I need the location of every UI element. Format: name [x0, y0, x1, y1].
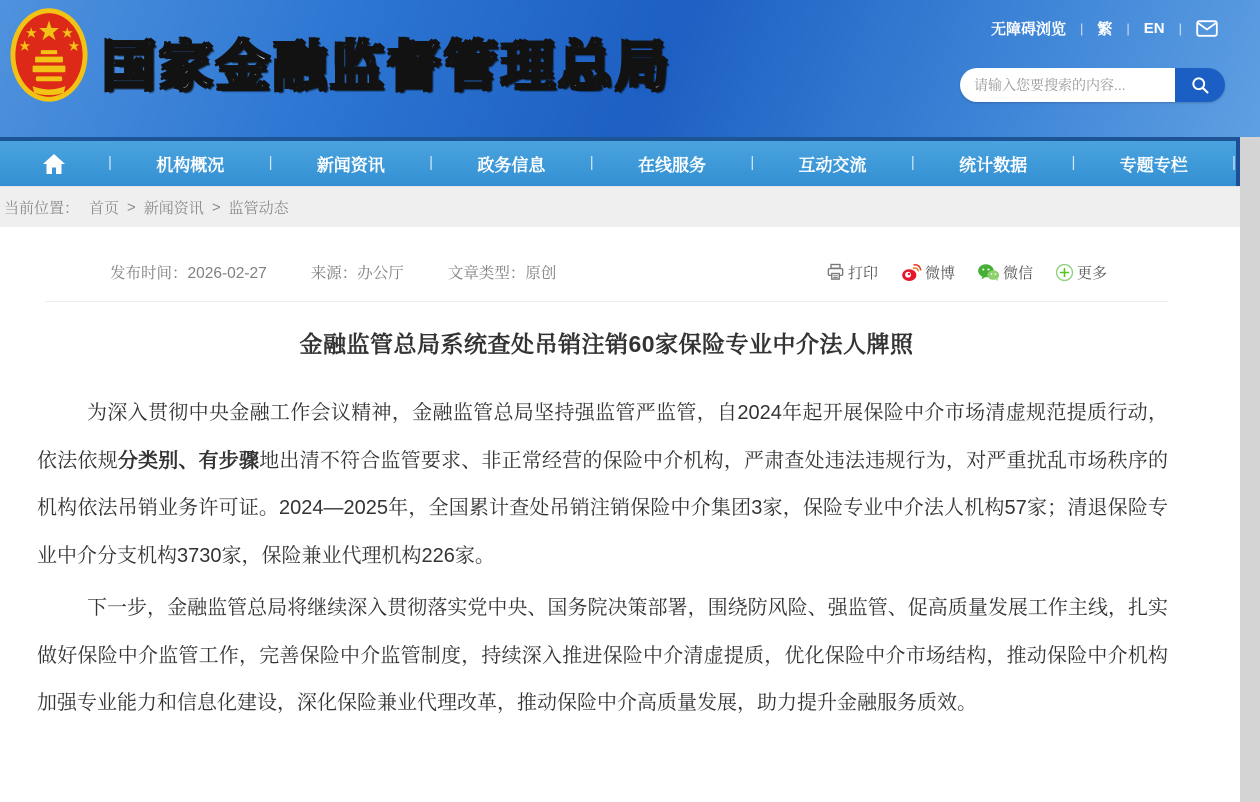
plus-circle-icon: [1055, 263, 1074, 282]
search-bar: [960, 68, 1225, 102]
breadcrumb: [0, 186, 1240, 227]
nav-separator: |: [750, 154, 755, 171]
article-body: [37, 390, 1168, 728]
home-icon: [42, 153, 66, 175]
nav-item-about[interactable]: 机构概况: [156, 156, 225, 175]
weibo-icon: [900, 263, 922, 282]
breadcrumb-label: 当前位置：: [4, 199, 80, 217]
weibo-label: 微博: [924, 264, 955, 282]
topbar-separator: |: [1079, 21, 1084, 36]
traditional-chinese-link[interactable]: 繁: [1097, 21, 1113, 38]
printer-icon: [826, 263, 845, 281]
search-button[interactable]: [1175, 68, 1225, 102]
nav-item-interaction[interactable]: 互动交流: [798, 156, 867, 175]
topbar-links: [991, 18, 1218, 39]
meta-divider: [45, 301, 1168, 302]
topbar-separator: |: [1126, 21, 1130, 36]
article-type: 文章类型：原创: [447, 265, 557, 282]
breadcrumb-regulatory-news[interactable]: 监管动态: [228, 199, 289, 217]
article-title: 金融监管总局系统查处吊销注销60家保险专业中介法人牌照: [299, 331, 914, 357]
nav-separator: |: [589, 154, 594, 171]
nav-item-statistics[interactable]: 统计数据: [959, 156, 1028, 175]
weibo-share-button[interactable]: [900, 262, 955, 283]
nav-separator: |: [1071, 154, 1076, 171]
site-header: [0, 0, 1260, 137]
breadcrumb-home[interactable]: 首页: [89, 199, 120, 217]
nav-separator: |: [268, 154, 273, 171]
topbar-separator: |: [1178, 21, 1182, 36]
site-title: 国家金融监督管理总局: [102, 37, 672, 97]
nav-item-news[interactable]: 新闻资讯: [316, 156, 385, 175]
national-emblem-icon: [8, 5, 90, 105]
nav-item-online-services[interactable]: 在线服务: [637, 156, 706, 175]
wechat-icon: [977, 263, 1000, 282]
publish-date: 发布时间：2026-02-27: [110, 265, 267, 282]
nav-separator: |: [1232, 154, 1236, 171]
nav-separator: |: [108, 154, 112, 171]
wechat-label: 微信: [1002, 264, 1033, 282]
nav-separator: |: [910, 154, 915, 171]
more-share-button[interactable]: [1055, 262, 1107, 283]
main-nav: [0, 137, 1240, 186]
print-button[interactable]: [826, 262, 878, 283]
print-label: 打印: [847, 264, 878, 282]
accessibility-link[interactable]: 无障碍浏览: [990, 21, 1066, 38]
paragraph-text-emphasis: 分类别、有步骤: [117, 449, 260, 472]
nav-separator: |: [429, 154, 434, 171]
envelope-icon: [1196, 20, 1218, 37]
breadcrumb-news[interactable]: 新闻资讯: [143, 199, 204, 217]
national-emblem-logo[interactable]: [8, 5, 90, 110]
share-toolbar: [826, 262, 1107, 283]
more-label: 更多: [1076, 264, 1107, 282]
page-right-gutter: [1240, 137, 1260, 802]
article-meta-info: [110, 261, 556, 283]
article-container: [0, 227, 1240, 802]
nav-item-gov-info[interactable]: 政务信息: [477, 156, 546, 175]
wechat-share-button[interactable]: [977, 262, 1033, 283]
search-input[interactable]: [960, 68, 1175, 102]
article-paragraph-1: [37, 390, 1168, 580]
article-paragraph-2: 下一步，金融监管总局将继续深入贯彻落实党中央、国务院决策部署，围绕防风险、强监管、促高质量发展工作主线，扎实做好保险中介监管工作，完善保险中介监管制度，持续深入推进保险中介清虚提质，优化保险中介市场结构，推动保险中介机构加强专业能力和信息化建设，深化保险兼业代理改革，推动保险中介高质量发展，助力提升金融服务质效。: [37, 597, 1168, 714]
breadcrumb-separator: >: [127, 198, 136, 216]
paragraph-text: 为深入贯彻中央金融工作会议精神，金融监管总局坚持强监管严监管，自2024年起开展保险中介市场清虚规范提质行动，依法依规: [37, 402, 1168, 472]
article-meta: [0, 253, 1240, 291]
breadcrumb-separator: >: [211, 198, 221, 216]
paragraph-text: 地出清不符合监管要求、非正常经营的保险中介机构，严肃查处违法违规行为，对严重扰乱市场秩序的机构依法吊销业务许可证。2024—2025年，全国累计查处吊销注销保险中介集团3家，保险专业中介法人机构57家；清退保险专业中介分支机构3730家，保险兼业代理机构226家。: [37, 449, 1169, 567]
search-icon: [1190, 75, 1211, 96]
english-link[interactable]: EN: [1143, 20, 1165, 37]
mail-link[interactable]: [1196, 20, 1218, 37]
article-source: 来源：办公厅: [310, 265, 404, 282]
nav-home[interactable]: [0, 153, 108, 175]
nav-item-special-topics[interactable]: 专题专栏: [1119, 156, 1188, 175]
